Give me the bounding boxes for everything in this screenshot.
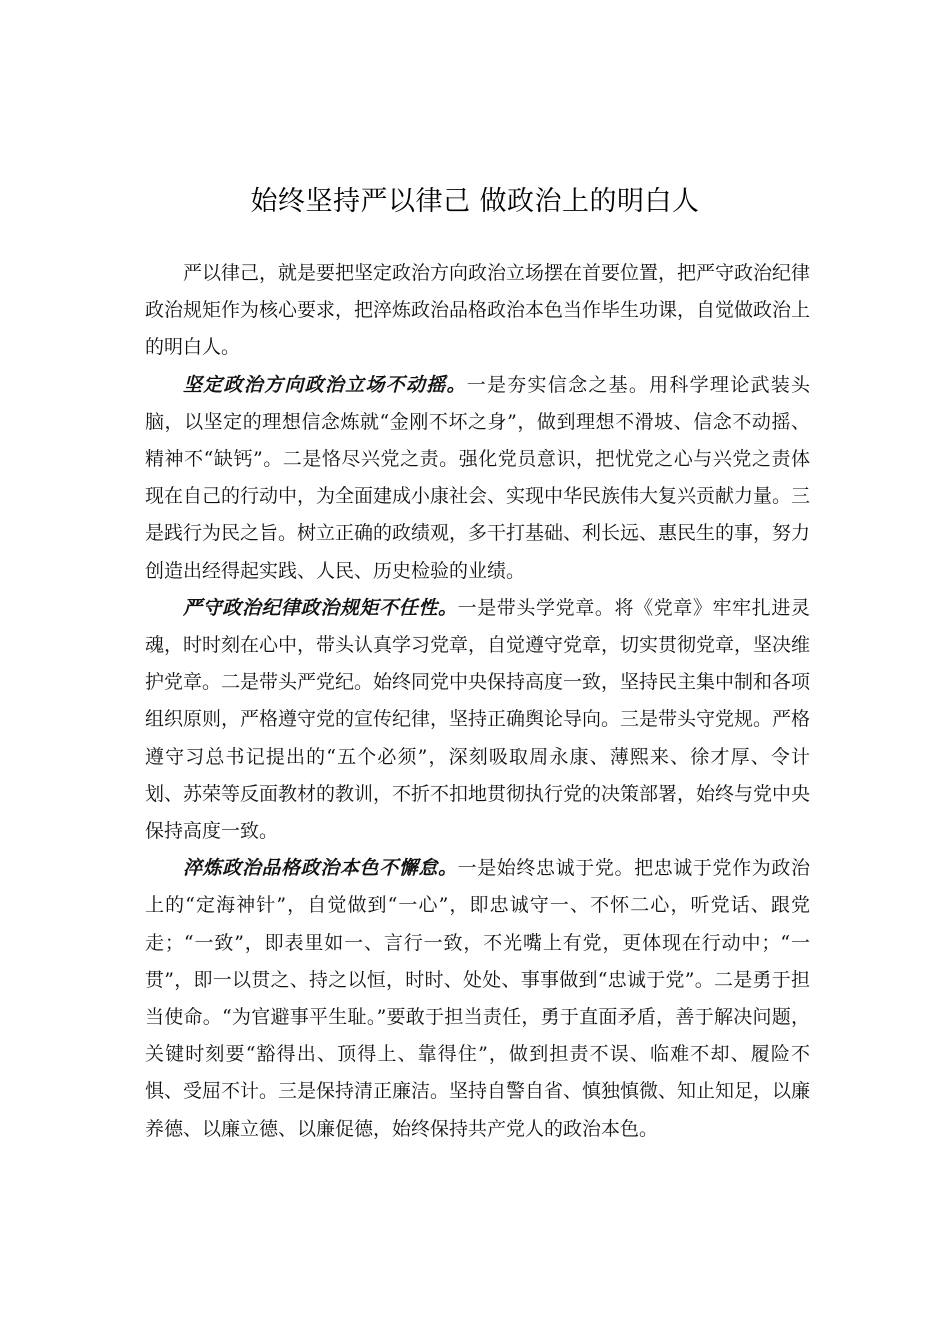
section-paragraph-2	[145, 590, 810, 850]
document-body	[145, 255, 810, 1148]
section-paragraph-3	[145, 850, 810, 1148]
section-heading-3: 淬炼政治品格政治本色不懈怠。	[183, 857, 458, 880]
section-text-1: 一是夯实信念之基。用科学理论武装头脑，以坚定的理想信念炼就“金刚不坏之身”，做到理想不滑坡、信念不动摇、精神不“缺钙”。二是恪尽兴党之责。强化党员意识，把忧党之心与兴党之责体现在自己的行动中，为全面建成小康社会、实现中华民族伟大复兴贡献力量。三是践行为民之旨。树立正确的政绩观，多干打基础、利长远、惠民生的事，努力创造出经得起实践、人民、历史检验的业绩。	[145, 373, 811, 582]
section-text-3: 一是始终忠诚于党。把忠诚于党作为政治上的“定海神针”，自觉做到“一心”，即忠诚守一、不怀二心，听党话、跟党走；“一致”，即表里如一、言行一致，不光嘴上有党，更体现在行动中；“一贯”，即一以贯之、持之以恒，时时、处处、事事做到“忠诚于党”。二是勇于担当使命。“为官避事平生耻。”要敢于担当责任，勇于直面矛盾，善于解决问题，关键时刻要“豁得出、顶得上、靠得住”，做到担责不误、临难不却、履险不惧、受屈不计。三是保持清正廉洁。坚持自警自省、慎独慎微、知止知足，以廉养德、以廉立德、以廉促德，始终保持共产党人的政治本色。	[145, 857, 811, 1140]
section-heading-1: 坚定政治方向政治立场不动摇。	[183, 373, 467, 396]
section-text-2: 一是带头学党章。将《党章》牢牢扎进灵魂，时时刻在心中，带头认真学习党章，自觉遵守党章，切实贯彻党章，坚决维护党章。二是带头严党纪。始终同党中央保持高度一致，坚持民主集中制和各项组织原则，严格遵守党的宣传纪律，坚持正确舆论导向。三是带头守党规。严格遵守习总书记提出的“五个必须”，深刻吸取周永康、薄熙来、徐才厚、令计划、苏荣等反面教材的教训，不折不扣地贯彻执行党的决策部署，始终与党中央保持高度一致。	[145, 596, 811, 843]
intro-paragraph: 严以律己，就是要把坚定政治方向政治立场摆在首要位置，把严守政治纪律政治规矩作为核心要求，把淬炼政治品格政治本色当作毕生功课，自觉做政治上的明白人。	[145, 262, 811, 359]
section-heading-2: 严守政治纪律政治规矩不任性。	[183, 596, 458, 619]
section-paragraph-1	[145, 367, 810, 590]
document-title: 始终坚持严以律己 做政治上的明白人	[250, 186, 700, 217]
